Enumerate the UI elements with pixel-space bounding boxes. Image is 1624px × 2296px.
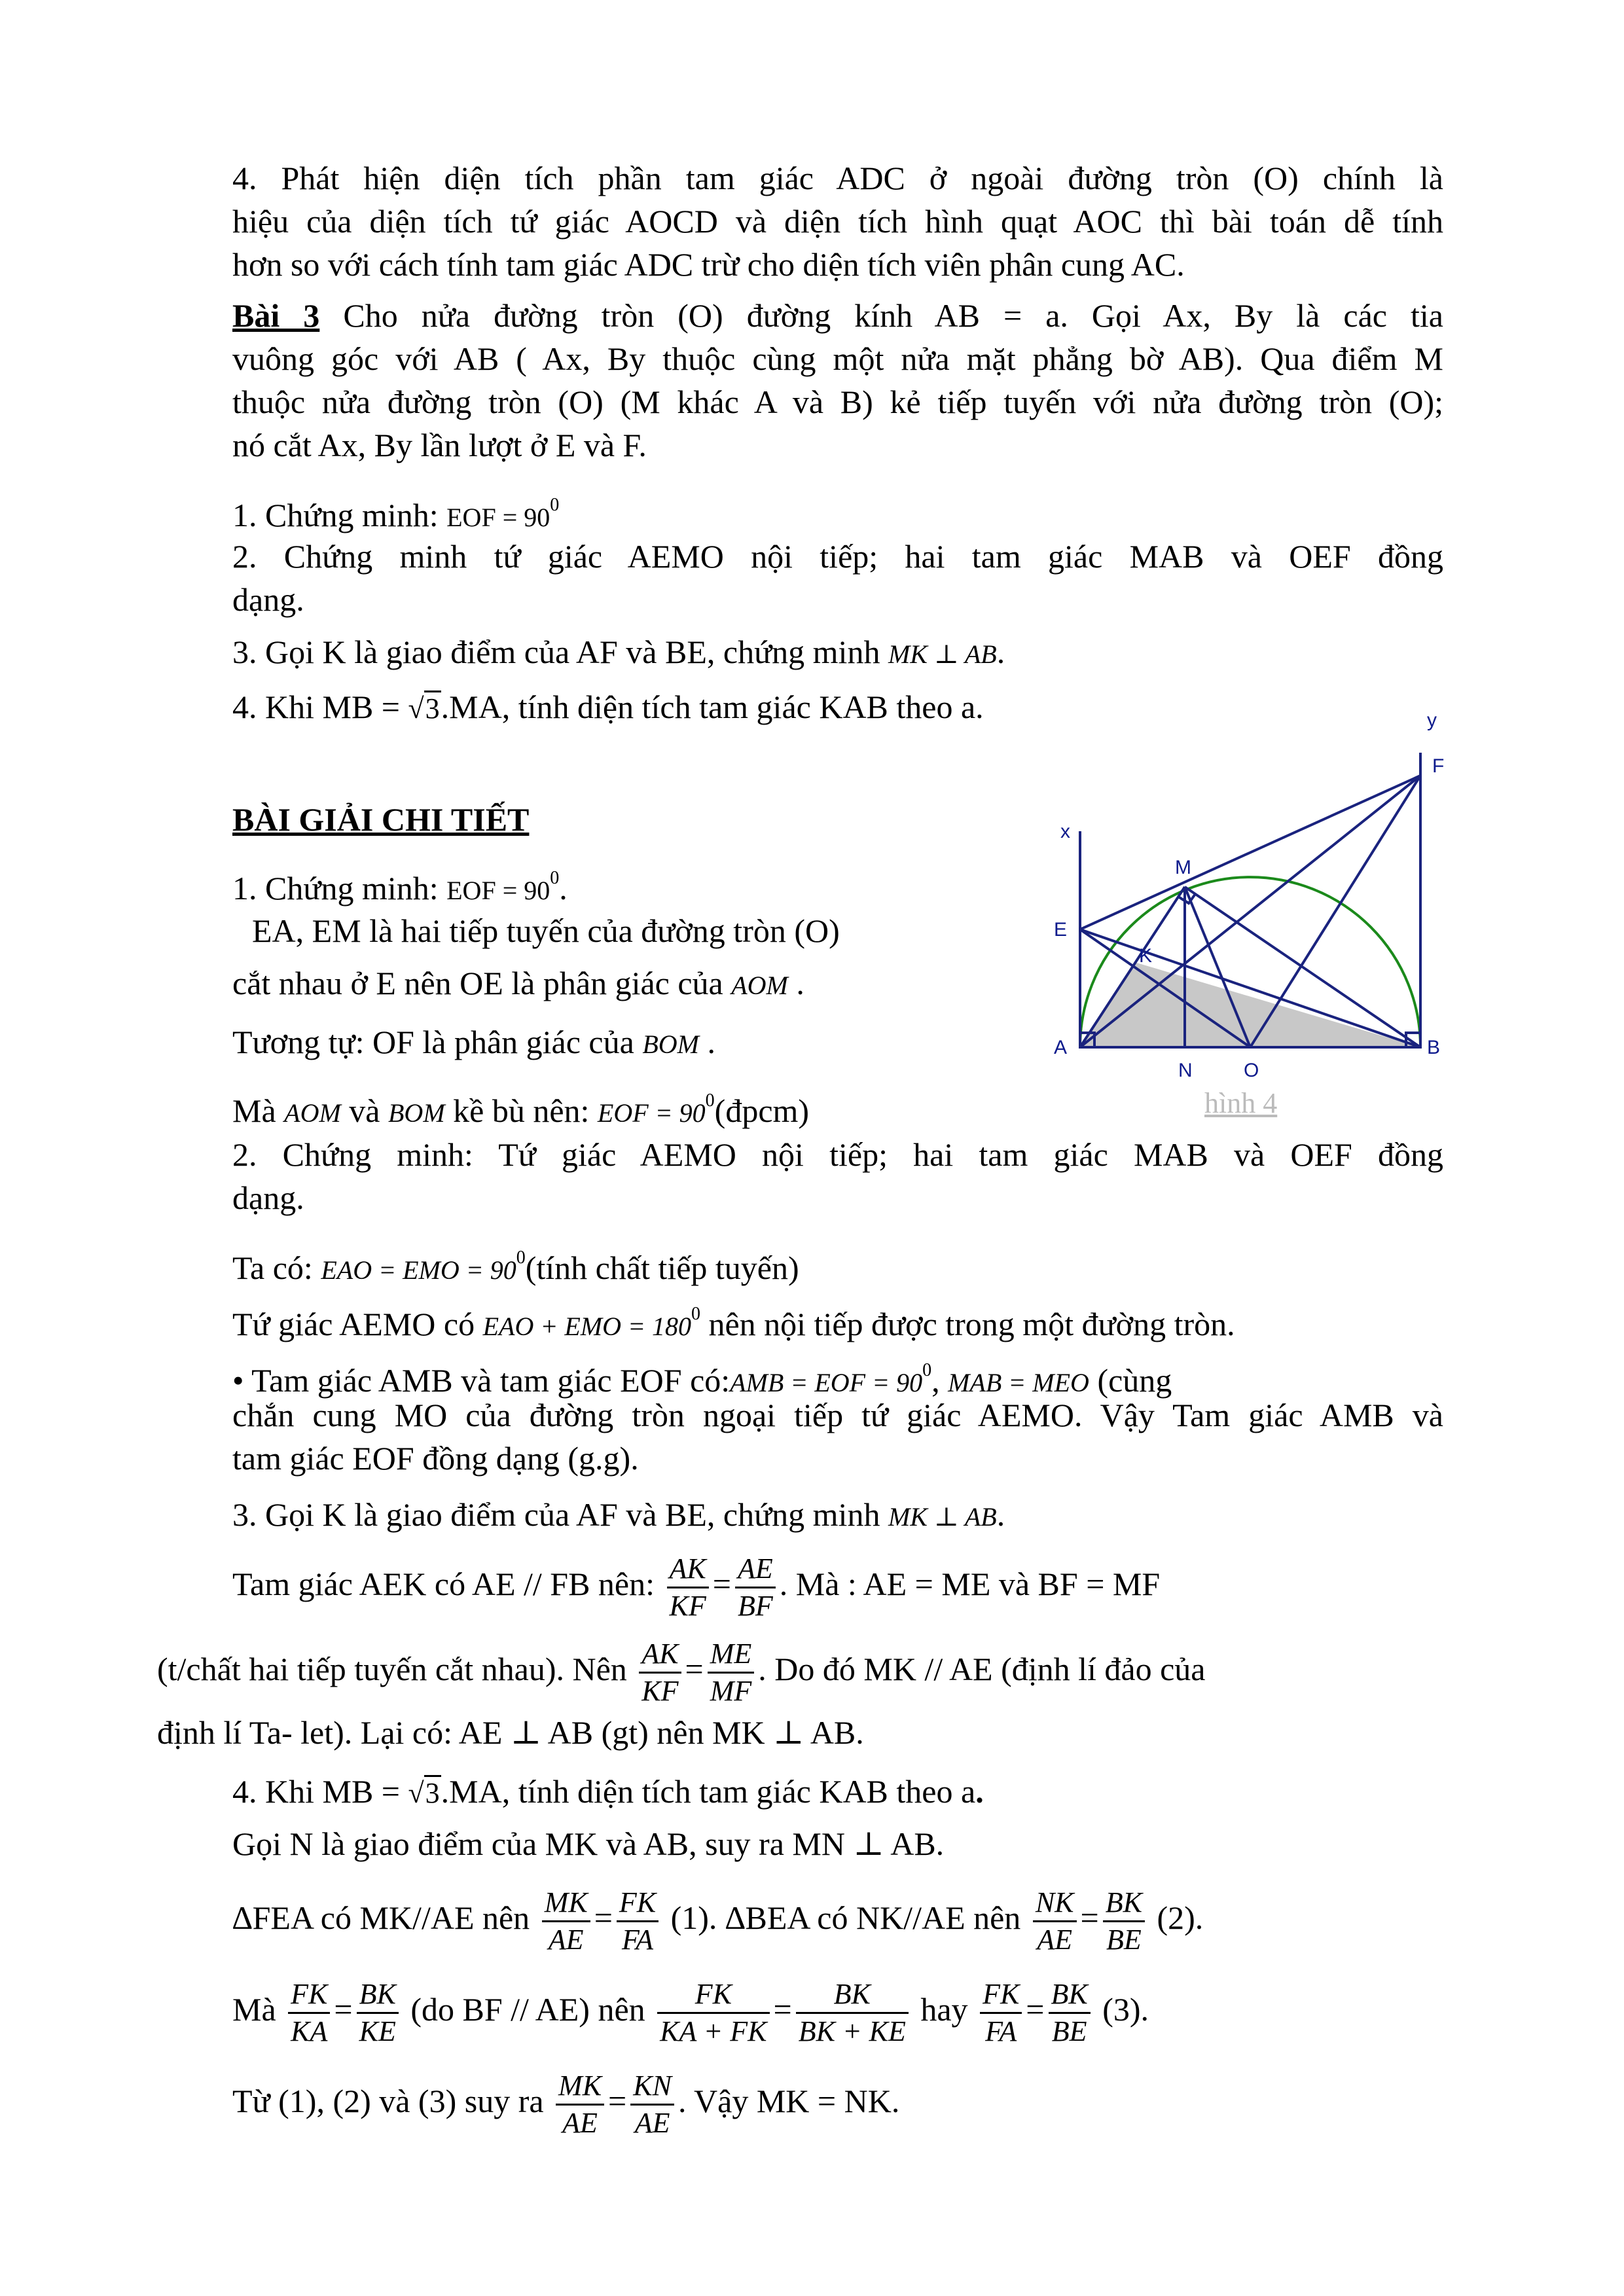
solution-line: Mà AOM và BOM kề bù nên: EOF = $90^0(đpcm)$ xyxy=(232,1090,810,1129)
solution-line: tam giác EOF đồng dạng (g.g). xyxy=(232,1440,639,1477)
label-m: M xyxy=(1175,857,1191,878)
label-y: y xyxy=(1427,709,1437,731)
figure-caption[interactable]: hình 4 xyxy=(1204,1087,1278,1119)
solution-line: Ta có: EAO = EMO = $90^0(tính$ chất tiếp tuyến) xyxy=(232,1247,799,1286)
solution-line: Tứ giác AEMO có EAO + EMO = $180^0$ nên nội tiếp được trong một đường tròn. xyxy=(232,1304,1235,1342)
solution-line: Tương tự: OF là phân giác của BOM . xyxy=(232,1024,715,1060)
solution-line: cắt nhau ở E nên OE là phân giác của AOM . xyxy=(232,965,804,1001)
solution-3: 3. Gọi K là giao điểm của AF và BE, chứng minh MK ⊥ AB. xyxy=(232,1496,1005,1533)
solution-line: Tam giác AEK có AE // FB nên: $\frac{AK}{KF}$ = $\frac{AE}{BF}$ . Mà : AE = ME và BF = MF xyxy=(232,1552,1161,1622)
solution-line: (t/chất hai tiếp tuyến cắt nhau). Nên $\frac{AK}{KF}$ = $\frac{ME}{MF}$ . Do đó MK // AE (định lí đảo của xyxy=(157,1638,1206,1707)
solution-line: Từ (1), (2) và (3) suy ra $\frac{MK}{AE}$ = $\frac{KN}{AE}$ . Vậy MK = NK. xyxy=(232,2070,900,2139)
solution-2: 2. Chứng minh: Tứ giác AEMO nội tiếp; hai tam giác MAB và OEF đồng xyxy=(232,1136,1443,1173)
solution-1: 1. Chứng minh: EOF = $90^0$. xyxy=(232,868,568,906)
solution-line: chắn cung MO của đường tròn ngoại tiếp tứ giác AEMO. Vậy Tam giác AMB và xyxy=(232,1397,1443,1433)
question-2: dạng. xyxy=(232,581,304,618)
solution-line: Gọi N là giao điểm của MK và AB, suy ra MN ⊥ AB. xyxy=(232,1825,945,1862)
label-n: N xyxy=(1178,1060,1193,1081)
problem-line: vuông góc với AB ( Ax, By thuộc cùng một nửa mặt phẳng bờ AB). Qua điểm M xyxy=(232,340,1443,377)
label-x: x xyxy=(1060,821,1070,842)
right-angle-m xyxy=(1178,894,1195,903)
label-o: O xyxy=(1244,1060,1259,1081)
tangent-ef xyxy=(1080,776,1420,929)
para-line: hơn so với cách tính tam giác ADC trừ cho diện tích viên phân cung AC. xyxy=(232,246,1185,283)
shaded-triangle-kab xyxy=(1080,962,1420,1047)
solution-line: định lí Ta- let). Lại có: AE ⊥ AB (gt) nên MK ⊥ AB. xyxy=(157,1714,864,1751)
label-a: A xyxy=(1054,1037,1068,1058)
label-f: F xyxy=(1432,755,1445,777)
problem-line: nó cắt Ax, By lần lượt ở E và F. xyxy=(232,427,647,463)
question-1: 1. Chứng minh: EOF = $90^0$ xyxy=(232,495,560,533)
question-2: 2. Chứng minh tứ giác AEMO nội tiếp; hai tam giác MAB và OEF đồng xyxy=(232,538,1443,575)
geometry-figure xyxy=(1021,700,1479,1093)
label-e: E xyxy=(1054,919,1068,941)
para-line: 4. Phát hiện diện tích phần tam giác ADC ở ngoài đường tròn (O) chính là xyxy=(232,160,1443,196)
solution-line: • Tam giác AMB và tam giác EOF có:AMB = EOF = $90^0$, MAB = MEO (cùng xyxy=(232,1360,1172,1399)
solution-line: dạng. xyxy=(232,1179,304,1216)
problem-line: thuộc nửa đường tròn (O) (M khác A và B) kẻ tiếp tuyến với nửa đường tròn (O); xyxy=(232,384,1443,420)
question-4: 4. Khi MB = √3.MA, tính diện tích tam giác KAB theo a. xyxy=(232,689,984,725)
solution-4: 4. Khi MB = √3.MA, tính diện tích tam giác KAB theo a. xyxy=(232,1773,984,1810)
problem-line: Bài 3 Cho nửa đường tròn (O) đường kính AB = a. Gọi Ax, By là các tia xyxy=(232,297,1443,334)
label-b: B xyxy=(1427,1037,1441,1058)
solution-line: EA, EM là hai tiếp tuyến của đường tròn (O) xyxy=(252,912,840,949)
question-3: 3. Gọi K là giao điểm của AF và BE, chứng minh MK ⊥ AB. xyxy=(232,634,1005,670)
segment-of xyxy=(1250,776,1420,1047)
solution-title: BÀI GIẢI CHI TIẾT xyxy=(232,801,530,838)
solution-line: ∆FEA có MK//AE nên $\frac{MK}{AE}$ = $\frac{FK}{FA}$ (1). ∆BEA có NK//AE nên $\frac{NK}{AE}$ = $\frac{BK}{BE}$ (2). xyxy=(232,1886,1204,1956)
para-line: hiệu của diện tích tứ giác AOCD và diện tích hình quạt AOC thì bài toán dễ tính xyxy=(232,203,1443,240)
solution-line: Mà $\frac{FK}{KA}$ = $\frac{BK}{KE}$ (do BF // AE) nên $\frac{FK}{KA + FK}$ = $\frac{BK}{BK + KE}$ hay $\frac{FK}{FA}$ = $\frac{BK}{BE}$ (3). xyxy=(232,1978,1149,2047)
label-k: K xyxy=(1139,945,1153,967)
